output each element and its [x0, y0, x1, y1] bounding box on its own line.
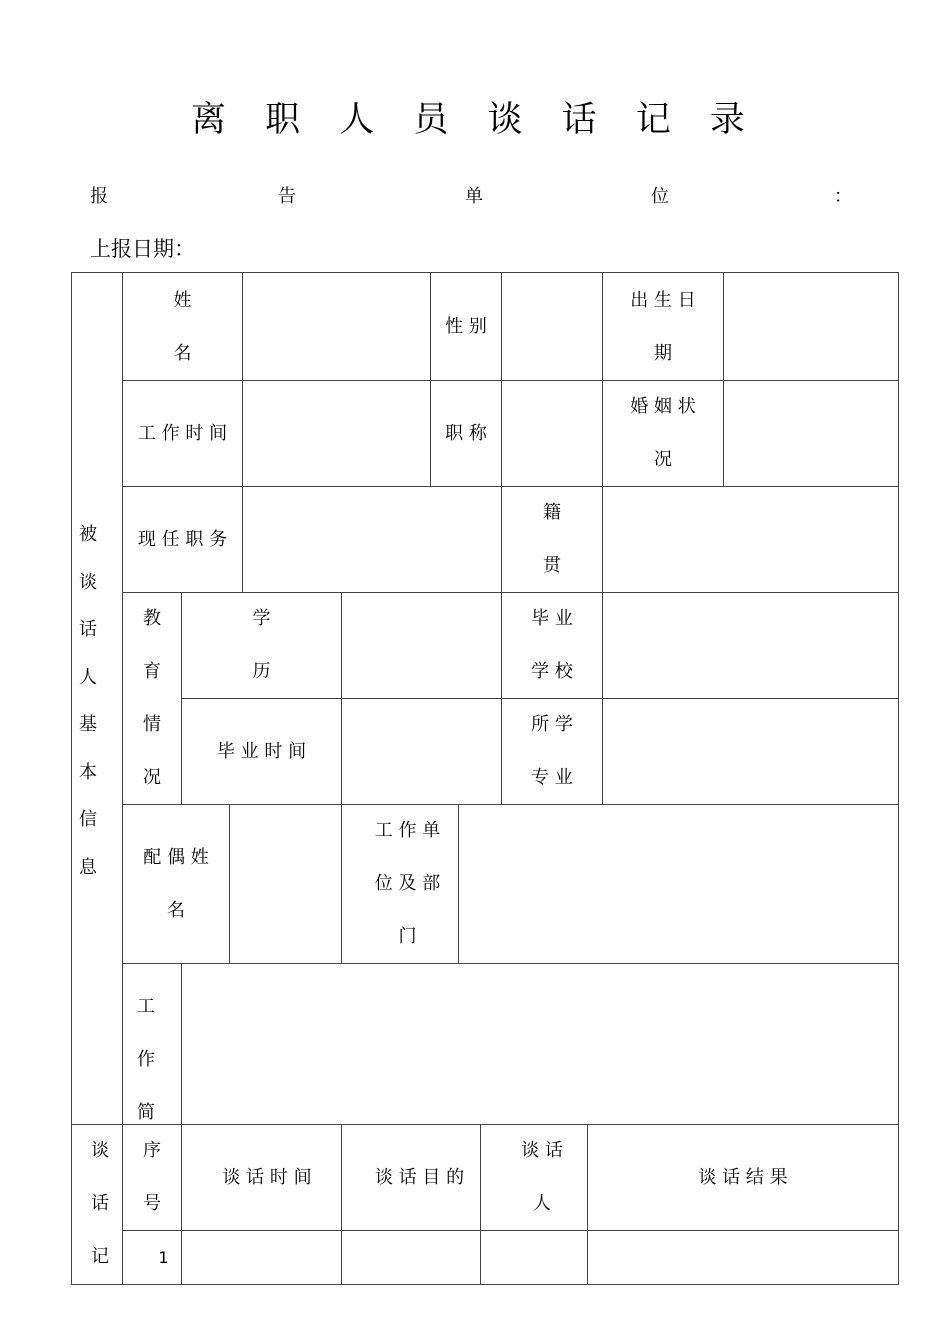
work-time-input-cell[interactable] — [242, 380, 431, 487]
seq-header: 序 号 — [143, 1140, 161, 1214]
table-row-talk-purpose-cell[interactable] — [341, 1230, 481, 1285]
native-place-label: 籍 贯 — [543, 502, 561, 576]
marital-status-label: 婚 姻 状 况 — [630, 396, 696, 470]
spouse-name-label: 配 偶 姓 名 — [143, 847, 209, 921]
work-resume-input-cell[interactable] — [181, 963, 899, 1125]
basic-info-section-label: 被 谈 话 人 基 本 信 息 — [79, 524, 97, 878]
graduate-school-input-cell[interactable] — [602, 592, 899, 699]
talk-record-section-label: 谈 话 记 — [91, 1140, 109, 1267]
gender-label: 性 别 — [445, 316, 487, 337]
table-row-seq: 1 — [158, 1248, 169, 1267]
birth-date-input-cell[interactable] — [723, 272, 899, 381]
name-label: 姓 名 — [173, 290, 192, 364]
graduation-time-input-cell[interactable] — [341, 698, 502, 805]
table-row-talk-time-cell[interactable] — [181, 1230, 342, 1285]
talker-header: 谈 话 人 — [521, 1140, 563, 1214]
title-rank-input-cell[interactable] — [501, 380, 603, 487]
title-rank-label: 职 称 — [445, 423, 487, 444]
major-label: 所 学 专 业 — [531, 714, 573, 788]
work-time-label: 工 作 时 间 — [137, 423, 228, 444]
spouse-work-unit-label: 工 作 单 位 及 部 门 — [374, 820, 441, 947]
report-date-label: 上报日期： — [90, 237, 195, 261]
report-unit-char: 报 — [90, 186, 108, 207]
page-title: 离 职 人 员 谈 话 记 录 — [191, 100, 759, 140]
current-position-input-cell[interactable] — [242, 486, 502, 593]
report-unit-char: ： — [834, 186, 852, 207]
report-unit-char: 位 — [651, 186, 669, 207]
major-input-cell[interactable] — [602, 698, 899, 805]
spouse-work-unit-input-cell[interactable] — [458, 804, 899, 964]
work-resume-label: 工 作 简 — [137, 996, 155, 1123]
native-place-input-cell[interactable] — [602, 486, 899, 593]
marital-status-input-cell[interactable] — [723, 380, 899, 487]
degree-input-cell[interactable] — [341, 592, 502, 699]
name-input-cell[interactable] — [242, 272, 431, 381]
degree-label: 学 历 — [252, 608, 271, 682]
table-row-talker-cell[interactable] — [480, 1230, 588, 1285]
report-unit-char: 告 — [278, 186, 296, 207]
gender-input-cell[interactable] — [501, 272, 603, 381]
talk-result-header: 谈 话 结 果 — [698, 1167, 788, 1188]
education-label: 教 育 情 况 — [143, 608, 161, 788]
talk-time-header: 谈 话 时 间 — [222, 1167, 312, 1188]
table-row-talk-result-cell[interactable] — [587, 1230, 899, 1285]
report-unit-char: 单 — [465, 186, 483, 207]
report-unit-line — [90, 182, 852, 210]
current-position-label: 现 任 职 务 — [137, 529, 228, 550]
graduate-school-label: 毕 业 学 校 — [531, 608, 573, 682]
birth-date-label: 出 生 日 期 — [630, 290, 696, 364]
graduation-time-label: 毕 业 时 间 — [216, 741, 307, 762]
talk-purpose-header: 谈 话 目 的 — [374, 1167, 465, 1188]
spouse-name-input-cell[interactable] — [229, 804, 342, 964]
